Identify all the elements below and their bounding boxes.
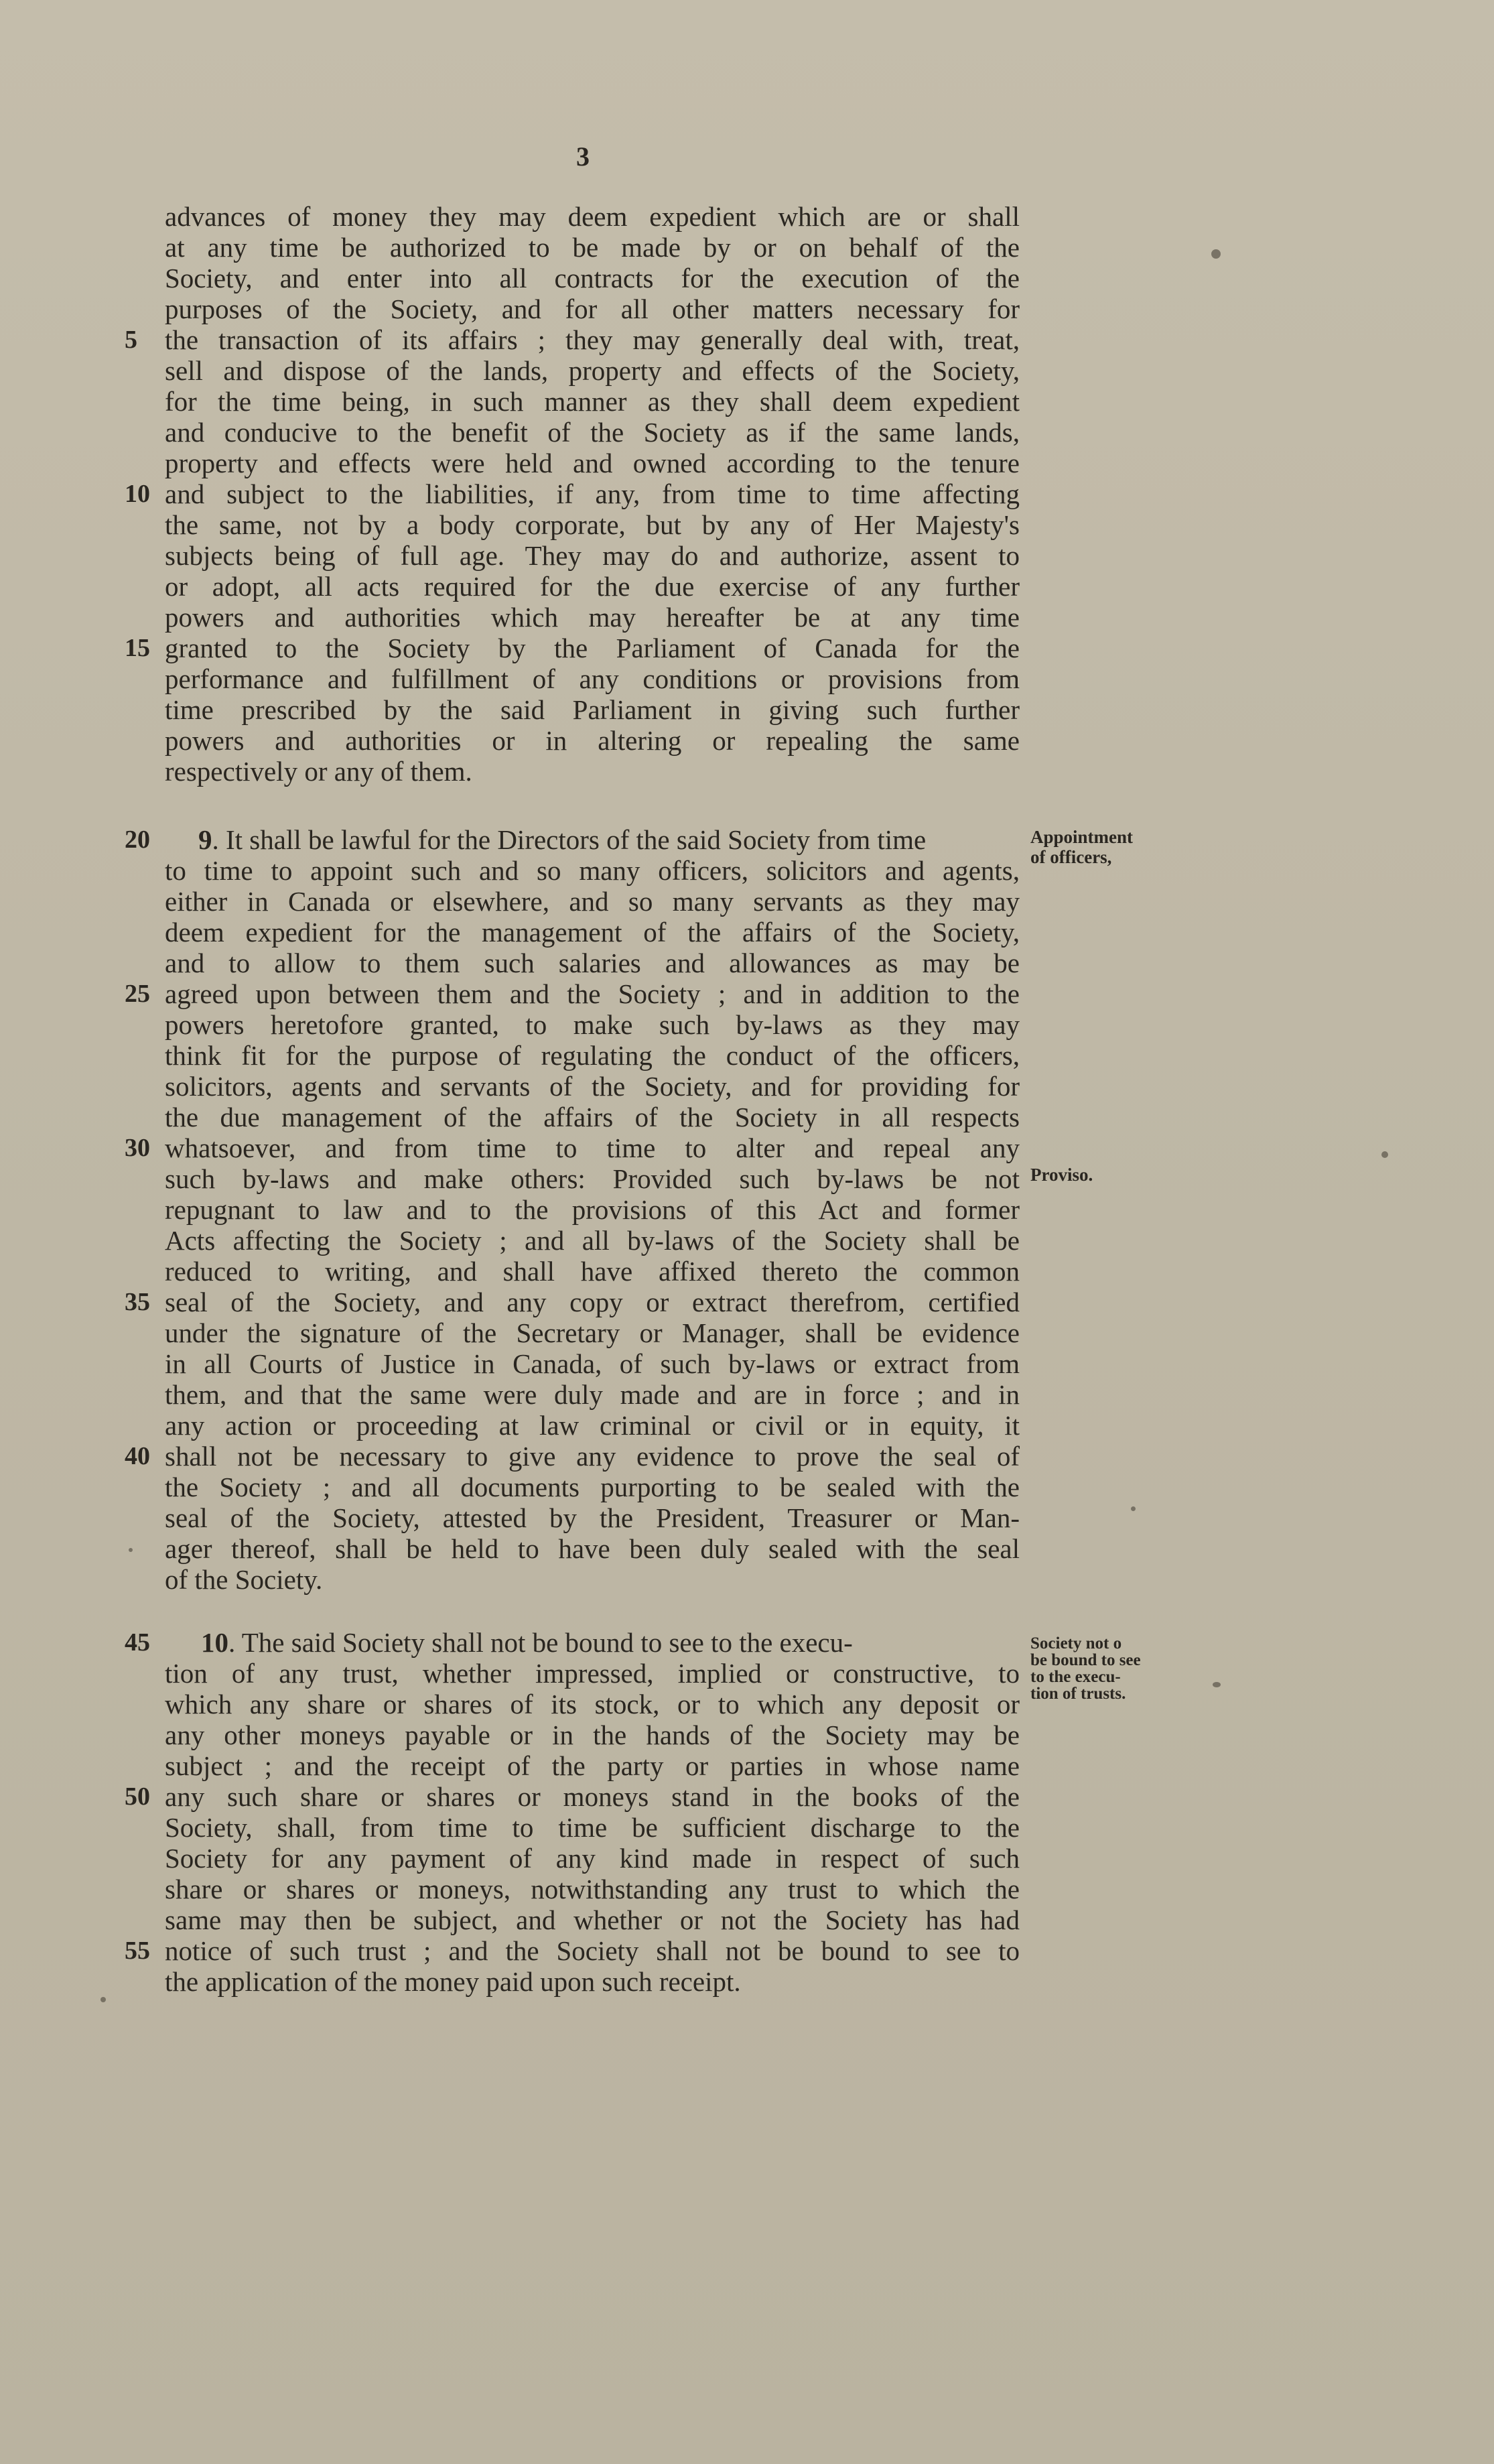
margin-note-trusts	[1030, 1635, 1141, 1702]
line-number: 5	[125, 326, 137, 354]
text-line: any such share or shares or moneys stand in the books of the	[165, 1781, 1020, 1812]
text-line: for the time being, in such manner as they shall deem expedient	[165, 386, 1020, 417]
text-line: whatsoever, and from time to time to alter and repeal any	[165, 1132, 1020, 1163]
text-line: and conducive to the benefit of the Society as if the same lands,	[165, 417, 1020, 448]
section-number: 10	[201, 1627, 228, 1658]
margin-note-line: Proviso.	[1030, 1165, 1093, 1185]
text-line: subject ; and the receipt of the party or parties in whose name	[165, 1750, 1020, 1781]
text-line: granted to the Society by the Parliament of Canada for the	[165, 633, 1020, 663]
margin-note-line: be bound to see	[1030, 1651, 1141, 1669]
text-line: powers and authorities or in altering or repealing the same	[165, 725, 1020, 756]
text-line: reduced to writing, and shall have affixed thereto the common	[165, 1256, 1020, 1287]
text-line: which any share or shares of its stock, or to which any deposit or	[165, 1689, 1020, 1720]
margin-note-line: of officers,	[1030, 847, 1112, 867]
text-line: property and effects were held and owned according to the tenure	[165, 448, 1020, 478]
line-number: 50	[125, 1782, 150, 1811]
margin-note-appointment	[1030, 827, 1133, 867]
text-line: Society, shall, from time to time be sufficient discharge to the	[165, 1812, 1020, 1843]
margin-note-line: Appointment	[1030, 827, 1134, 847]
text-line: respectively or any of them.	[165, 756, 472, 787]
text-line: the transaction of its affairs ; they may generally deal with, treat,	[165, 324, 1020, 355]
text-line: advances of money they may deem expedient which are or shall	[165, 201, 1020, 232]
text-line: under the signature of the Secretary or Manager, shall be evidence	[165, 1317, 1020, 1348]
text-line: agreed upon between them and the Society ; and in addition to the	[165, 978, 1020, 1009]
text-line: shall not be necessary to give any evidence to prove the seal of	[165, 1441, 1020, 1472]
text-line: either in Canada or elsewhere, and so many servants as they may	[165, 886, 1020, 917]
margin-note-line: to the execu-	[1030, 1668, 1121, 1686]
text-line: powers heretofore granted, to make such by-laws as they may	[165, 1009, 1020, 1040]
text-line: the Society ; and all documents purporting to be sealed with the	[165, 1472, 1020, 1502]
margin-note-proviso	[1030, 1165, 1093, 1185]
line-number: 40	[125, 1442, 150, 1470]
text-line: the due management of the affairs of the Society in all respects	[165, 1102, 1020, 1132]
text-line: repugnant to law and to the provisions of this Act and former	[165, 1194, 1020, 1225]
line-number: 45	[125, 1628, 150, 1657]
text-line: of the Society.	[165, 1564, 323, 1595]
text-line: at any time be authorized to be made by or on behalf of the	[165, 232, 1020, 263]
page-number: 3	[576, 141, 590, 172]
text-line: to time to appoint such and so many officers, solicitors and agents,	[165, 855, 1020, 886]
line-number: 30	[125, 1134, 150, 1162]
paper-speck	[100, 1997, 106, 2002]
text-line: such by-laws and make others: Provided such by-laws be not	[165, 1163, 1020, 1194]
text-line: share or shares or moneys, notwithstanding any trust to which the	[165, 1874, 1020, 1904]
line-number: 15	[125, 634, 150, 662]
paper-speck	[1131, 1506, 1136, 1511]
paper-speck	[1213, 1682, 1221, 1687]
text-line: any action or proceeding at law criminal or civil or in equity, it	[165, 1410, 1020, 1441]
text-line: them, and that the same were duly made and are in force ; and in	[165, 1379, 1020, 1410]
margin-note-line: tion of trusts.	[1030, 1685, 1126, 1703]
text-line-first: 9. It shall be lawful for the Directors of the said Society from time	[198, 824, 927, 855]
text-line: seal of the Society, and any copy or extract therefrom, certified	[165, 1287, 1020, 1317]
text-line: same may then be subject, and whether or not the Society has had	[165, 1904, 1020, 1935]
line-number: 10	[125, 480, 150, 508]
text-line: any other moneys payable or in the hands of the Society may be	[165, 1720, 1020, 1750]
line-number: 35	[125, 1288, 150, 1316]
text-line: deem expedient for the management of the affairs of the Society,	[165, 917, 1020, 948]
section-number: 9	[198, 824, 212, 855]
text-line: think fit for the purpose of regulating the conduct of the officers,	[165, 1040, 1020, 1071]
text-line: the application of the money paid upon such receipt.	[165, 1966, 741, 1997]
text-line: It shall be lawful for the Directors of the said Society from time	[226, 824, 927, 855]
text-line: notice of such trust ; and the Society shall not be bound to see to	[165, 1935, 1020, 1966]
line-number: 55	[125, 1937, 150, 1965]
text-line-first: 10. The said Society shall not be bound to see to the execu-	[201, 1627, 853, 1658]
text-line: The said Society shall not be bound to see to the execu-	[241, 1627, 853, 1658]
text-line: time prescribed by the said Parliament in giving such further	[165, 694, 1020, 725]
text-line: purposes of the Society, and for all other matters necessary for	[165, 294, 1020, 324]
text-line: performance and fulfillment of any conditions or provisions from	[165, 663, 1020, 694]
text-line: Society, and enter into all contracts for the execution of the	[165, 263, 1020, 294]
text-line: powers and authorities which may hereafter be at any time	[165, 602, 1020, 633]
text-line: Society for any payment of any kind made in respect of such	[165, 1843, 1020, 1874]
text-line: seal of the Society, attested by the President, Treasurer or Man-	[165, 1502, 1020, 1533]
text-line: sell and dispose of the lands, property and effects of the Society,	[165, 355, 1020, 386]
text-line: in all Courts of Justice in Canada, of such by-laws or extract from	[165, 1348, 1020, 1379]
text-line: Acts affecting the Society ; and all by-laws of the Society shall be	[165, 1225, 1020, 1256]
text-line: and subject to the liabilities, if any, from time to time affecting	[165, 478, 1020, 509]
text-line: the same, not by a body corporate, but by any of Her Majesty's	[165, 509, 1020, 540]
text-line: solicitors, agents and servants of the Society, and for providing for	[165, 1071, 1020, 1102]
text-line: subjects being of full age. They may do and authorize, assent to	[165, 540, 1020, 571]
margin-note-line: Society not o	[1030, 1634, 1122, 1652]
text-line: and to allow to them such salaries and allowances as may be	[165, 948, 1020, 978]
paper-speck	[1211, 249, 1221, 259]
text-line: tion of any trust, whether impressed, implied or constructive, to	[165, 1658, 1020, 1689]
text-line: ager thereof, shall be held to have been duly sealed with the seal	[165, 1533, 1020, 1564]
paper-speck	[129, 1548, 133, 1552]
text-line: or adopt, all acts required for the due exercise of any further	[165, 571, 1020, 602]
line-number: 20	[125, 826, 150, 854]
paper-speck	[1381, 1151, 1388, 1158]
line-number: 25	[125, 980, 150, 1008]
